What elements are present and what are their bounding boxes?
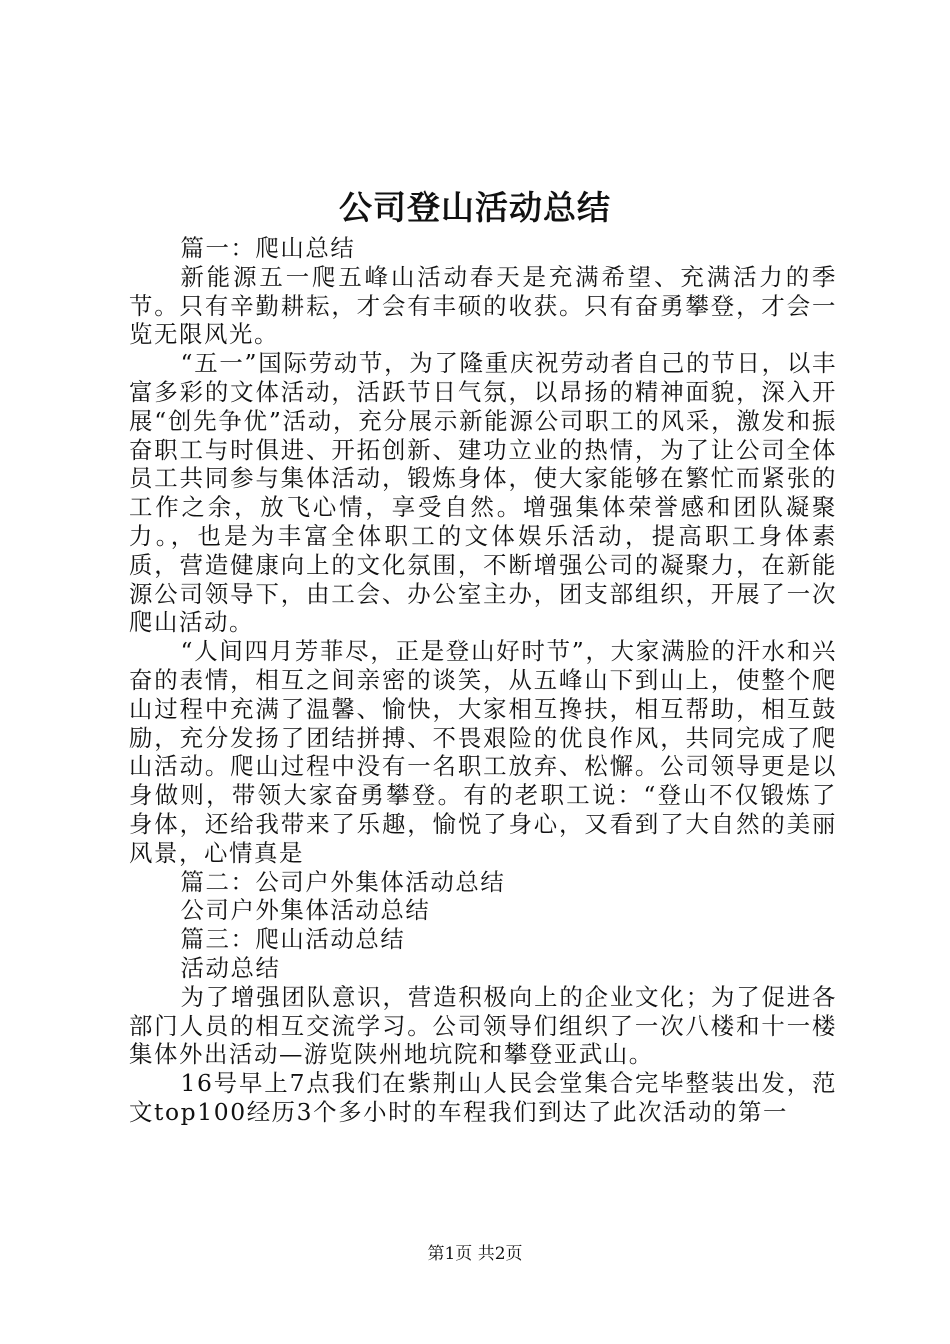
section-heading-1: 篇一：爬山总结 [180,234,356,262]
paragraph: “五一”国际劳动节，为了隆重庆祝劳动者自己的节日，以丰富多彩的文体活动，活跃节日气氛，以昂扬的精神面貌，深入开展“创先争优”活动，充分展示新能源公司职工的风采，激发和振奋职工与时俱进、开拓创新、建功立业的热情，为了让公司全体员工共同参与集体活动，锻炼身体，使大家能够在繁忙而紧张的工作之余，放飞心情，享受自然。增强集体荣誉感和团队凝聚力。，也是为丰富全体职工的文体娱乐活动，提高职工身体素质，营造健康向上的文化氛围，不断增强公司的凝聚力，在新能源公司领导下，由工会、办公室主办，团支部组织，开展了一次爬山活动。 [129,349,837,637]
paragraph: 公司户外集体活动总结 [180,896,431,925]
section-heading-3: 篇三：爬山活动总结 [180,925,406,954]
page-footer: 第1页 共2页 [427,1244,523,1264]
document-body [129,234,837,1127]
paragraph: “人间四月芳菲尽，正是登山好时节”，大家满脸的汗水和兴奋的表情，相互之间亲密的谈笑，从五峰山下到山上，使整个爬山过程中充满了温馨、愉快，大家相互搀扶，相互帮助，相互鼓励，充分发扬了团结拼搏、不畏艰险的优良作风，共同完成了爬山活动。爬山过程中没有一名职工放弃、松懈。公司领导更是以身做则，带领大家奋勇攀登。有的老职工说：“登山不仅锻炼了身体，还给我带来了乐趣，愉悦了身心，又看到了大自然的美丽风景，心情真是 [129,637,837,867]
paragraph: 16号早上7点我们在紫荆山人民会堂集合完毕整装出发，范文top100经历3个多小时的车程我们到达了此次活动的第一 [129,1069,837,1126]
paragraph: 为了增强团队意识，营造积极向上的企业文化；为了促进各部门人员的相互交流学习。公司领导们组织了一次八楼和十一楼集体外出活动—游览陕州地坑院和攀登亚武山。 [129,982,837,1069]
paragraph: 新能源五一爬五峰山活动春天是充满希望、充满活力的季节。只有辛勤耕耘，才会有丰硕的收获。只有奋勇攀登，才会一览无限风光。 [129,262,837,349]
document-title: 公司登山活动总结 [339,188,611,227]
section-heading-2: 篇二：公司户外集体活动总结 [180,867,506,896]
paragraph: 活动总结 [180,953,281,982]
